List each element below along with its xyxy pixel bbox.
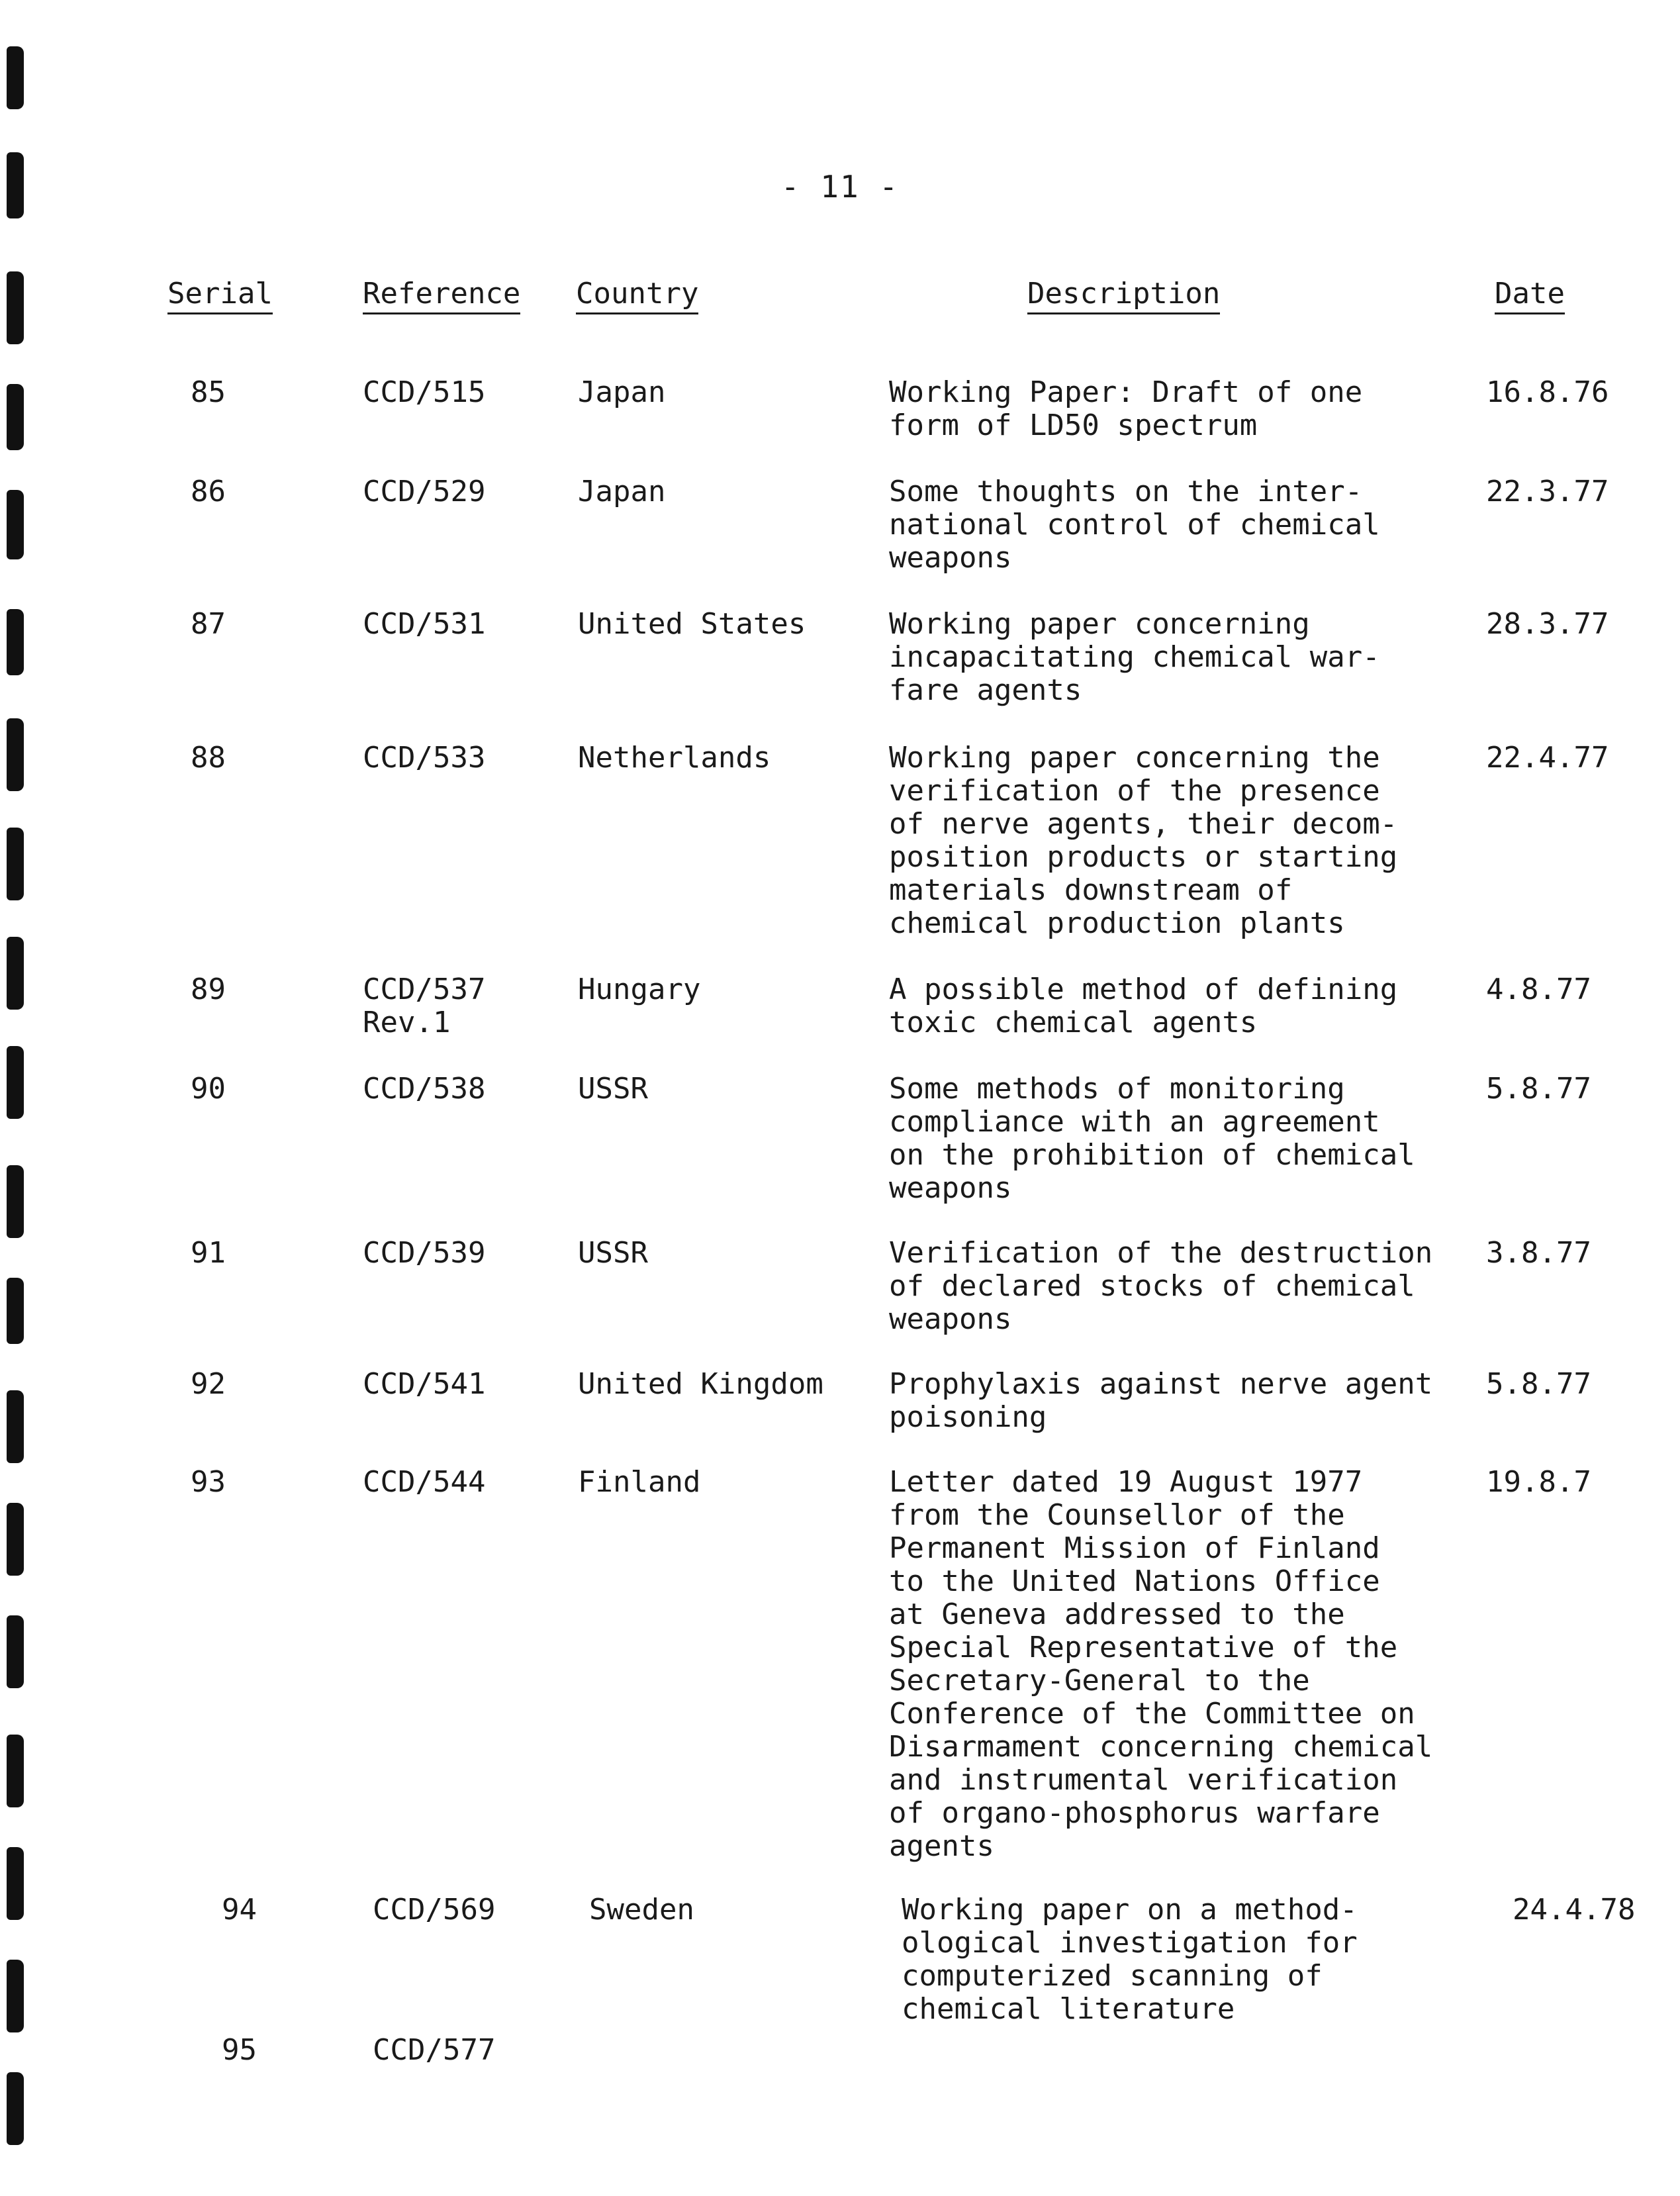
reference-cell: CCD/515 [363, 375, 486, 409]
reference-cell: CCD/541 [363, 1367, 486, 1401]
serial-cell: 89 [191, 973, 226, 1006]
country-cell: United Kingdom [578, 1367, 823, 1401]
binding-punch-mark [7, 1615, 24, 1688]
description-cell: Working paper on a method- ological investigation for computerized scanning of chemical literature [902, 1893, 1358, 2026]
date-cell: 22.4.77 [1486, 741, 1609, 775]
binding-punch-mark [7, 1278, 24, 1344]
serial-cell: 95 [222, 2033, 257, 2067]
binding-punch-mark [7, 828, 24, 900]
country-cell: USSR [578, 1072, 648, 1106]
serial-cell: 90 [191, 1072, 226, 1106]
page-number: - 11 - [780, 169, 900, 205]
binding-punch-mark [7, 937, 24, 1010]
binding-punch-mark [7, 1046, 24, 1119]
binding-punch-mark [7, 1503, 24, 1576]
country-cell: Japan [578, 475, 666, 508]
date-cell: 4.8.77 [1486, 973, 1591, 1006]
reference-cell: CCD/533 [363, 741, 486, 775]
binding-punch-mark [7, 384, 24, 450]
date-cell: 28.3.77 [1486, 607, 1609, 641]
serial-cell: 86 [191, 475, 226, 508]
description-cell: Some thoughts on the inter- national control of chemical weapons [889, 475, 1380, 575]
description-cell: A possible method of defining toxic chemical agents [889, 973, 1398, 1039]
date-cell: 5.8.77 [1486, 1072, 1591, 1106]
binding-punch-mark [7, 271, 24, 344]
country-cell: Finland [578, 1465, 701, 1499]
binding-punch-mark [7, 1847, 24, 1920]
serial-cell: 88 [191, 741, 226, 775]
country-cell: Japan [578, 375, 666, 409]
header-description: Description [1027, 277, 1220, 314]
reference-cell: CCD/539 [363, 1236, 486, 1270]
header-serial: Serial [167, 277, 273, 314]
reference-cell: CCD/531 [363, 607, 486, 641]
reference-cell: CCD/544 [363, 1465, 486, 1499]
serial-cell: 87 [191, 607, 226, 641]
description-cell: Prophylaxis against nerve agent poisoning [889, 1367, 1433, 1434]
date-cell: 16.8.76 [1486, 375, 1609, 409]
description-cell: Letter dated 19 August 1977 from the Counsellor of the Permanent Mission of Finland to the United Nations Office at Geneva addressed to the Special Representative of the Secretary-General to the Conference of the Committee on Disarmament concerning chemical and instrumental verification of organo-phosphorus warfare agents [889, 1465, 1433, 1863]
description-cell: Verification of the destruction of declared stocks of chemical weapons [889, 1236, 1433, 1336]
binding-punch-mark [7, 718, 24, 791]
binding-punch-mark [7, 490, 24, 559]
serial-cell: 94 [222, 1893, 257, 1927]
country-cell: Netherlands [578, 741, 771, 775]
binding-punch-mark [7, 1735, 24, 1807]
date-cell: 24.4.78 [1513, 1893, 1636, 1927]
serial-cell: 93 [191, 1465, 226, 1499]
binding-punch-mark [7, 609, 24, 675]
date-cell: 5.8.77 [1486, 1367, 1591, 1401]
binding-punch-mark [7, 2072, 24, 2145]
country-cell: USSR [578, 1236, 648, 1270]
date-cell: 22.3.77 [1486, 475, 1609, 508]
serial-cell: 85 [191, 375, 226, 409]
country-cell: United States [578, 607, 806, 641]
reference-cell: CCD/538 [363, 1072, 486, 1106]
binding-punch-mark [7, 1390, 24, 1463]
date-cell: 3.8.77 [1486, 1236, 1591, 1270]
date-cell: 19.8.7 [1486, 1465, 1591, 1499]
description-cell: Working Paper: Draft of one form of LD50 spectrum [889, 375, 1363, 442]
binding-punch-mark [7, 46, 24, 109]
reference-cell: CCD/537 Rev.1 [363, 973, 486, 1039]
country-cell: Hungary [578, 973, 701, 1006]
description-cell: Some methods of monitoring compliance with an agreement on the prohibition of chemical weapons [889, 1072, 1415, 1205]
serial-cell: 91 [191, 1236, 226, 1270]
reference-cell: CCD/569 [373, 1893, 496, 1927]
reference-cell: CCD/577 [373, 2033, 496, 2067]
country-cell: Sweden [589, 1893, 694, 1927]
header-reference: Reference [363, 277, 520, 314]
serial-cell: 92 [191, 1367, 226, 1401]
description-cell: Working paper concerning incapacitating chemical war- fare agents [889, 607, 1380, 707]
description-cell: Working paper concerning the verification of the presence of nerve agents, their decom- position products or starting materials downstream of chemical production plants [889, 741, 1398, 940]
reference-cell: CCD/529 [363, 475, 486, 508]
header-date: Date [1495, 277, 1565, 314]
binding-punch-mark [7, 1960, 24, 2032]
binding-punch-mark [7, 1165, 24, 1238]
header-country: Country [576, 277, 698, 314]
